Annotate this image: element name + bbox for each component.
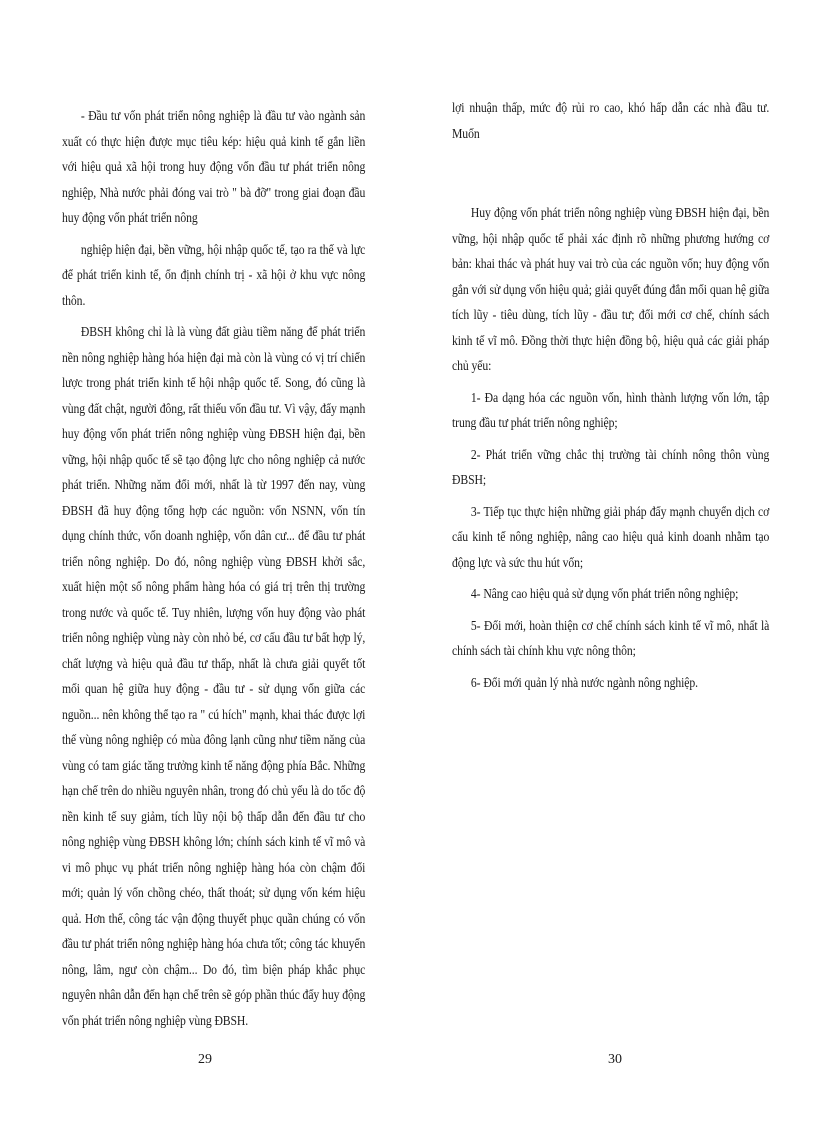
solution-item-3: 3- Tiếp tục thực hiện những giải pháp đẩy mạnh chuyển dịch cơ cấu kinh tế nông nghiệp, nâng cao hiệu quả kinh doanh nhằm tạo động lực và sức thu hút vốn; (452, 503, 770, 570)
right-paragraph-2: Huy động vốn phát triển nông nghiệp vùng ĐBSH hiện đại, bền vững, hội nhập quốc tế phải xác định rõ những phương hướng cơ bản: khai thác và phát huy vai trò của các nguồn vốn; huy động vốn gắn với sử dụng vốn hiệu quả; giải quyết đúng đắn mối quan hệ giữa tích lũy - tiêu dùng, tích lũy - đầu tư; đổi mới cơ chế, chính sách kinh tế vĩ mô. Đồng thời thực hiện đồng bộ, hiệu quả các giải pháp chủ yếu: (452, 205, 770, 373)
right-paragraph-1: lợi nhuận thấp, mức độ rủi ro cao, khó hấp dẫn các nhà đầu tư. Muốn (452, 100, 770, 141)
solution-item-1: 1- Đa dạng hóa các nguồn vốn, hình thành lượng vốn lớn, tập trung đầu tư phát triển nông nghiệp; (452, 389, 770, 430)
left-paragraph-1: - Đầu tư vốn phát triển nông nghiệp là đầu tư vào ngành sản xuất có thực hiện được mục tiêu kép: hiệu quả kinh tế gắn liền với hiệu quả xã hội trong huy động vốn đầu tư phát triển nông nghiệp, Nhà nước phải đóng vai trò " bà đỡ" trong giai đoạn đầu huy động vốn phát triển nông (62, 108, 366, 225)
right-page (452, 95, 770, 695)
left-paragraph-2: nghiệp hiện đại, bền vững, hội nhập quốc tế, tạo ra thế và lực để phát triển kinh tế, ổn định chính trị - xã hội ở khu vực nông thôn. (62, 241, 366, 308)
solution-item-4: 4- Nâng cao hiệu quả sử dụng vốn phát triển nông nghiệp; (470, 586, 739, 601)
page-number-left: 29 (198, 1052, 212, 1067)
page-number-right: 30 (608, 1052, 622, 1067)
solution-item-2: 2- Phát triển vững chắc thị trường tài chính nông thôn vùng ĐBSH; (452, 446, 770, 487)
left-page (62, 103, 366, 1033)
left-paragraph-3: ĐBSH không chỉ là là vùng đất giàu tiềm năng để phát triển nền nông nghiệp hàng hóa hiện đại mà còn là vùng có vị trí chiến lược trong phát triển kinh tế hội nhập quốc tế. Song, đó cũng là vùng đất chật, người đông, rất thiếu vốn đầu tư. Vì vậy, đẩy mạnh huy động vốn phát triển nông nghiệp vùng ĐBSH hiện đại, bền vững, hội nhập quốc tế sẽ tạo động lực cho nông nghiệp cả nước phát triển. Những năm đổi mới, nhất là từ 1997 đến nay, vùng ĐBSH đã huy động tổng hợp các nguồn: vốn NSNN, vốn tín dụng chính thức, vốn doanh nghiệp, vốn dân cư... để đầu tư phát triển nông nghiệp. Do đó, nông nghiệp vùng ĐBSH khởi sắc, xuất hiện một số nông phẩm hàng hóa có giá trị trên thị trường trong nước và quốc tế. Tuy nhiên, lượng vốn huy động vào phát triển nông nghiệp vùng này còn nhỏ bé, cơ cấu đầu tư bất hợp lý, chất lượng và hiệu quả đầu tư thấp, nhất là chưa giải quyết tốt mối quan hệ giữa huy động - đầu tư - sử dụng vốn giữa các nguồn... nên không thể tạo ra " cú hích" mạnh, khai thác được lợi thế vùng nông nghiệp có mùa đông lạnh cũng như tiềm năng của vùng có tam giác tăng trưởng kinh tế năng động phía Bắc. Những hạn chế trên do nhiều nguyên nhân, trong đó chủ yếu là do tốc độ nền kinh tế suy giảm, tích lũy nội bộ thấp dẫn đến đầu tư cho nông nghiệp vùng ĐBSH không lớn; chính sách kinh tế vĩ mô và vi mô phục vụ phát triển nông nghiệp hàng hóa còn chậm đổi mới; quản lý vốn chồng chéo, thất thoát; sử dụng vốn kém hiệu quả. Hơn thế, công tác vận động thuyết phục quần chúng có vốn đầu tư phát triển nông nghiệp hàng hóa chưa tốt; công tác khuyến nông, lâm, ngư còn chậm... Do đó, tìm biện pháp khắc phục nguyên nhân dẫn đến hạn chế trên sẽ góp phần thúc đẩy huy động vốn phát triển nông nghiệp vùng ĐBSH. (62, 324, 366, 1028)
solution-item-6: 6- Đổi mới quản lý nhà nước ngành nông nghiệp. (470, 674, 699, 690)
solution-item-5: 5- Đổi mới, hoàn thiện cơ chế chính sách kinh tế vĩ mô, nhất là chính sách tài chính khu vực nông thôn; (452, 617, 770, 658)
